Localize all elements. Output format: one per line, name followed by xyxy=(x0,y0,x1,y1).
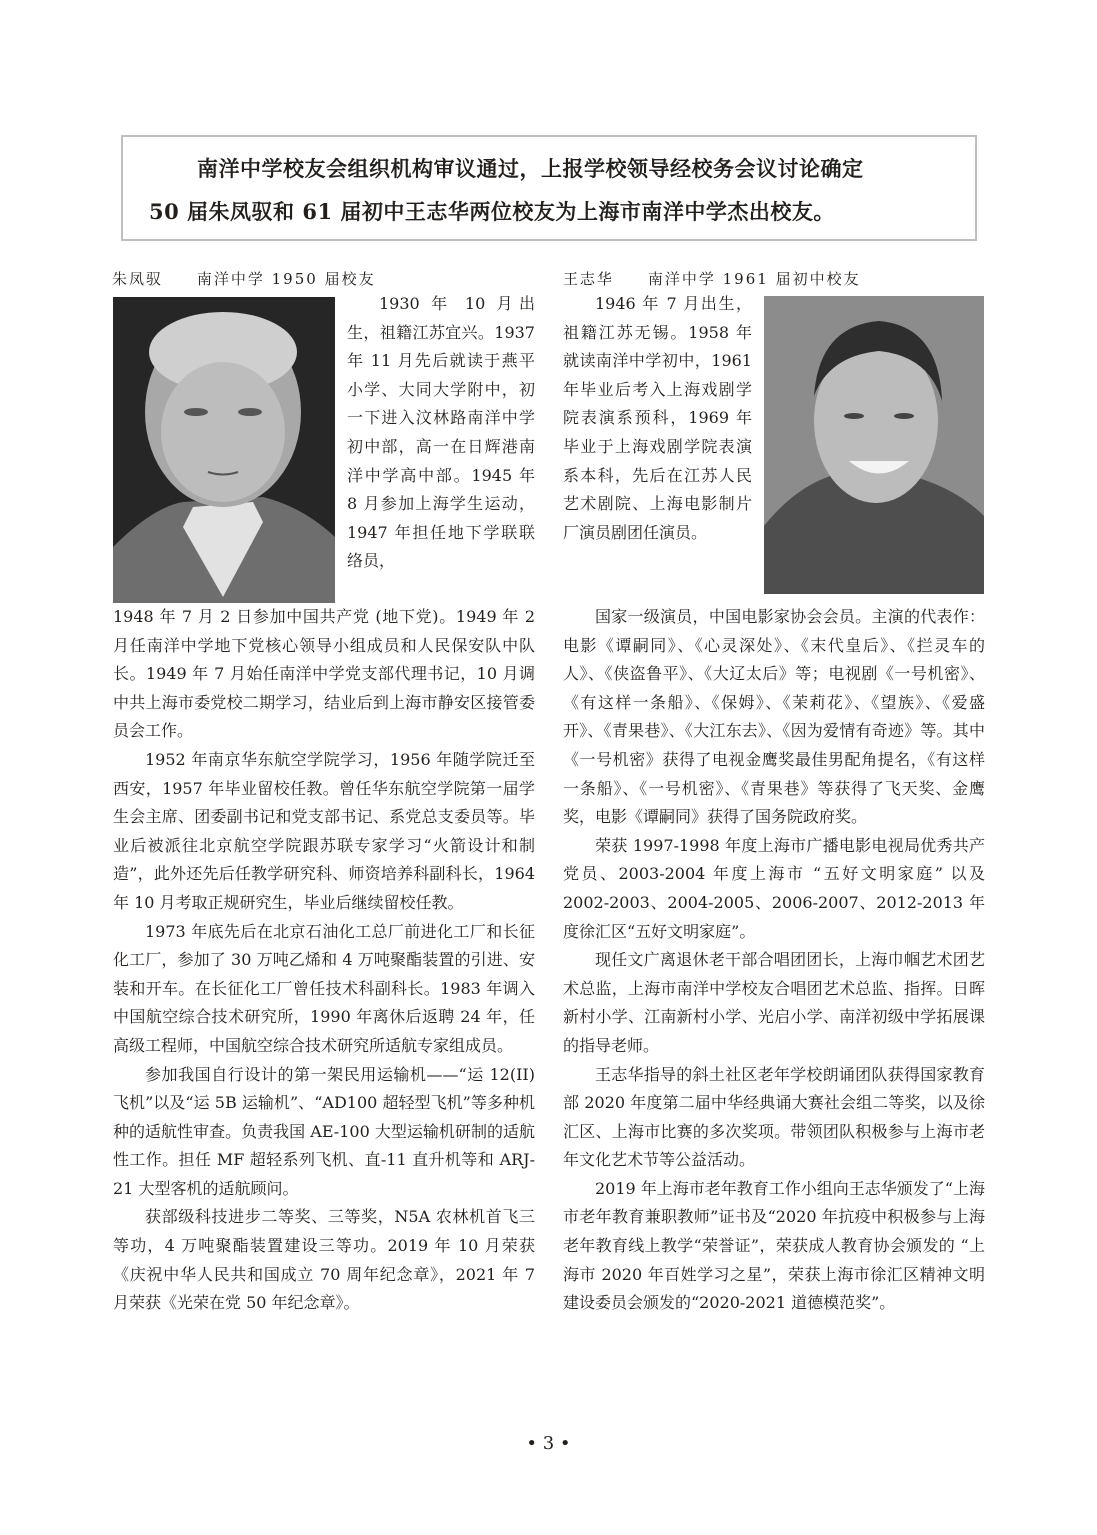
portrait-photo-right xyxy=(764,296,984,594)
paragraph: 国家一级演员，中国电影家协会会员。主演的代表作：电影《谭嗣同》、《心灵深处》、《末代皇后》、《拦灵车的人》、《侠盗鲁平》、《大辽太后》等；电视剧《一号机密》、《有这样一条船》、《保姆》、《茉莉花》、《望族》、《爱盛开》、《青果巷》、《大江东去》、《因为爱情有奇迹》等。其中《一号机密》获得了电视金鹰奖最佳男配角提名，《有这样一条船》、《一号机密》、《青果巷》等获得了飞天奖、金鹰奖，电影《谭嗣同》获得了国务院政府奖。 xyxy=(563,607,985,827)
paragraph: 现任文广离退休老干部合唱团团长，上海巾帼艺术团艺术总监，上海市南洋中学校友合唱团艺术总监、指挥。日晖新村小学、江南新村小学、光启小学、南洋初级中学拓展课的指导老师。 xyxy=(563,950,985,1055)
right-intro-text: 1946 年 7 月出生，祖籍江苏无锡。1958 年就读南洋中学初中，1961 年毕业后考入上海戏剧学院表演系预科，1969 年毕业于上海戏剧学院表演系本科，先后在江苏人民艺术剧院、上海电影制片厂演员剧团任演员。 xyxy=(563,294,752,542)
paragraph: 1952 年南京华东航空学院学习，1956 年随学院迁至西安，1957 年毕业留校任教。曾任华东航空学院第一届学生会主席、团委副书记和党支部书记、系党总支委员等。毕业后被派往北京航空学院跟苏联专家学习“火箭设计和制造”，此外还先后任教学研究科、师资培养科副科长，1964 年 10 月考取正规研究生，毕业后继续留校任教。 xyxy=(113,749,535,912)
banner-line-1: 南洋中学校友会组织机构审议通过，上报学校领导经校务会议讨论确定 xyxy=(197,156,864,181)
right-body xyxy=(563,603,985,1318)
portrait-image xyxy=(113,297,335,603)
portrait-photo-left xyxy=(113,297,335,603)
portrait-image xyxy=(764,296,984,594)
page-number: • 3 • xyxy=(526,1433,571,1454)
paragraph: 王志华指导的斜土社区老年学校朗诵团队获得国家教育部 2020 年度第二届中华经典诵大赛社会组二等奖，以及徐汇区、上海市比赛的多次奖项。带领团队积极参与上海市老年文化艺术节等公益活动。 xyxy=(563,1064,985,1170)
announcement-banner xyxy=(121,135,977,241)
paragraph: 参加我国自行设计的第一架民用运输机——“运 12(II)飞机”以及“运 5B 运输机”、“AD100 超轻型飞机”等多种机种的适航性审查。负责我国 AE-100 大型运输机研制的适航性工作。担任 MF 超轻系列飞机、直-11 直升机等和 ARJ-21 大型客机的适航顾问。 xyxy=(113,1064,535,1198)
alumnus-name: 朱凤驭 xyxy=(112,270,164,288)
banner-line-2: 50 届朱凤驭和 61 届初中王志华两位校友为上海市南洋中学杰出校友。 xyxy=(149,199,835,224)
alumnus-class: 南洋中学 1950 届校友 xyxy=(196,270,376,288)
paragraph: 获部级科技进步二等奖、三等奖，N5A 农林机首飞三等功，4 万吨聚酯装置建设三等功。2019 年 10 月荣获《庆祝中华人民共和国成立 70 周年纪念章》，2021 年 7 月荣获《光荣在党 50 年纪念章》。 xyxy=(113,1207,535,1313)
left-intro-text: 1930 年 10 月出生，祖籍江苏宜兴。1937 年 11 月先后就读于燕平小学、大同大学附中，初一下进入汶林路南洋中学初中部，高一在日辉港南洋中学高中部。1945 年 8 月参加上海学生运动，1947 年担任地下学联联络员， xyxy=(347,294,535,571)
left-body xyxy=(113,603,535,1318)
alumnus-name: 王志华 xyxy=(563,270,615,288)
paragraph: 2019 年上海市老年教育工作小组向王志华颁发了“上海市老年教育兼职教师”证书及“2020 年抗疫中积极参与上海老年教育线上教学“荣誉证”，荣获成人教育协会颁发的 “上海市 2020 年百姓学习之星”，荣获上海市徐汇区精神文明建设委员会颁发的“2020-2021 道德模范奖”。 xyxy=(563,1178,985,1313)
paragraph: 1948 年 7 月 2 日参加中国共产党 (地下党)。1949 年 2 月任南洋中学地下党核心领导小组成员和人民保安队中队长。1949 年 7 月始任南洋中学党支部代理书记，10 月调中共上海市委党校二期学习，结业后到上海市静安区接管委员会工作。 xyxy=(113,607,535,741)
alumnus-class: 南洋中学 1961 届初中校友 xyxy=(647,270,861,288)
right-byline xyxy=(563,268,861,289)
left-byline xyxy=(112,268,376,289)
paragraph: 荣获 1997-1998 年度上海市广播电影电视局优秀共产党员、2003-2004 年度上海市 “五好文明家庭” 以及 2002-2003、2004-2005、2006-2007、2012-2013 年度徐汇区“五好文明家庭”。 xyxy=(563,835,985,941)
paragraph: 1973 年底先后在北京石油化工总厂前进化工厂和长征化工厂，参加了 30 万吨乙烯和 4 万吨聚酯装置的引进、安装和开车。在长征化工厂曾任技术科副科长。1983 年调入中国航空综合技术研究所，1990 年离休后返聘 24 年，任高级工程师，中国航空综合技术研究所适航专家组成员。 xyxy=(113,921,535,1055)
